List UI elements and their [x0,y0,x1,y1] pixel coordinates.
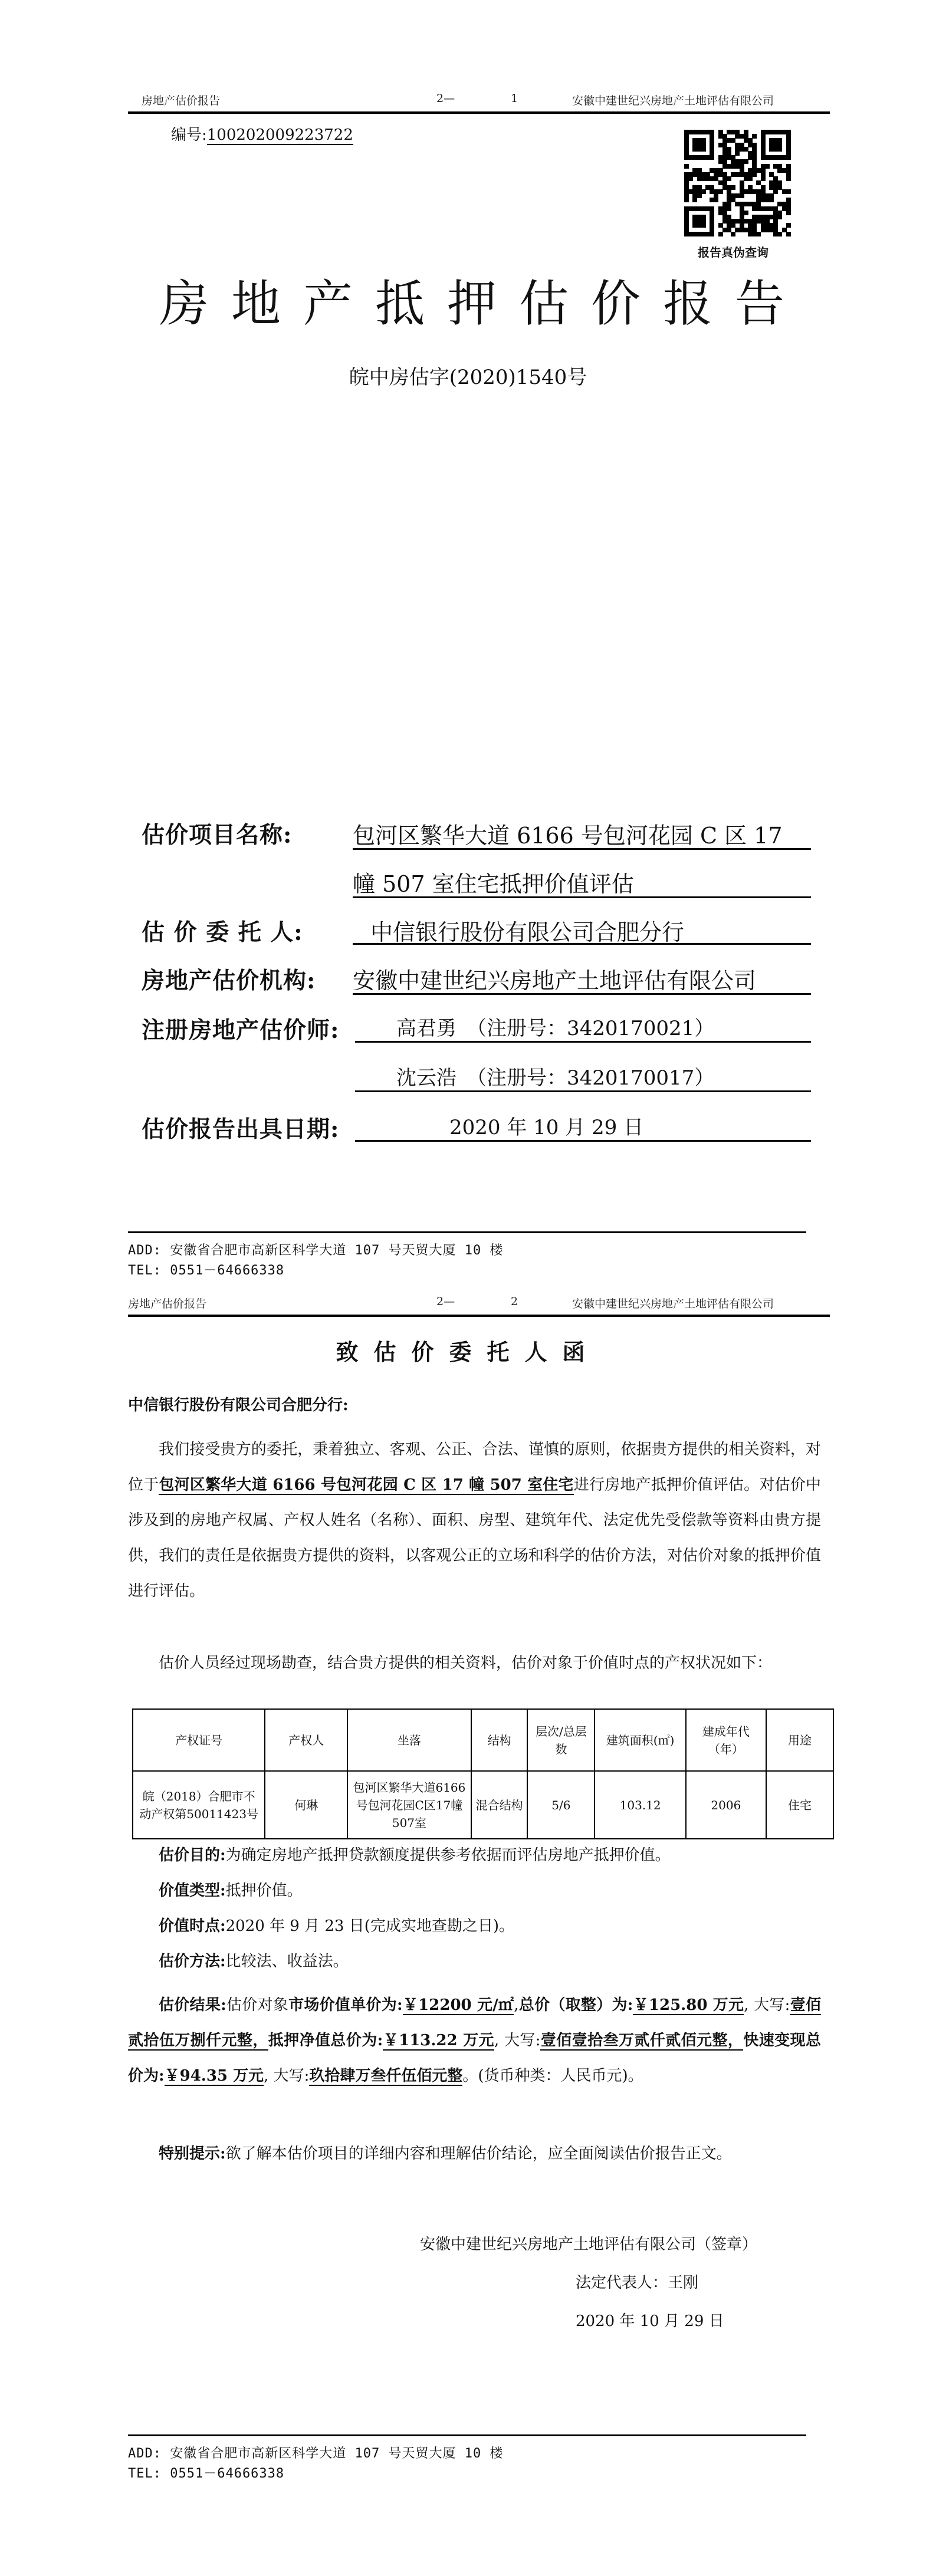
qr-module [718,232,723,236]
footer-rule [128,2434,806,2436]
net-price: ￥113.22 万元 [383,2032,494,2049]
project-name-label: 估价项目名称: [142,822,293,849]
header-page-prefix: 2— [436,92,455,105]
qr-module [786,189,791,194]
cell-year: 2006 [686,1771,766,1839]
result-text: 抵押净值总价为: [268,2032,383,2049]
method [159,1953,349,1970]
qr-module [744,211,748,215]
paragraph-1-rest: 进行房地产抵押价值评估。对估价中涉及到的房地产权属、产权人姓名（名称）、面积、房型、建筑年代、法定优先受偿款等资料由贵方提供，我们的责任是依据贵方提供的资料，以客观公正的立场和科学的估价方法，对估价对象的抵押价值进行评估。 [128,1476,821,1600]
report-date-value: 2020 年 10 月 29 日 [355,1111,811,1142]
value-type [159,1882,303,1899]
qr-module [740,193,744,198]
qr-module [786,232,791,236]
col-header: 用途 [766,1709,833,1771]
qr-module [718,189,723,194]
qr-code-icon[interactable] [684,130,790,236]
paragraph-1-intro: 我们接受贵方的委托，秉着独立、客观、公正、合法、谨慎的原则，依据贵方提供的相关资料，对位于 [128,1441,821,1494]
footer-telephone: TEL: 0551－64666338 [128,2466,285,2481]
col-header: 建筑面积(㎡) [595,1709,685,1771]
header-right: 安徽中建世纪兴房地产土地评估有限公司 [572,1297,774,1310]
qr-module [786,211,791,215]
agency-value: 安徽中建世纪兴房地产土地评估有限公司 [353,962,811,995]
report-title: 房地产抵押估价报告 [159,275,807,333]
value-date [159,1918,514,1934]
letter-title: 致估价委托人函 [336,1339,600,1365]
project-name-line1: 包河区繁华大道 6166 号包河花园 C 区 17 [353,817,811,850]
qr-module [761,176,766,181]
qr-module [773,189,778,194]
value-type-value: 抵押价值。 [225,1882,303,1900]
quick-sale-price-caps: 玖拾肆万叁仟伍佰元整 [309,2067,463,2085]
qr-module [756,232,761,236]
col-header: 结构 [471,1709,528,1771]
col-header: 坐落 [347,1709,471,1771]
header-page-number: 1 [511,92,518,105]
qr-module [777,232,782,236]
qr-module [692,198,697,202]
result-text: , 大写: [264,2067,310,2085]
property-address: 包河区繁华大道 6166 号包河花园 C 区 17 幢 507 室住宅 [159,1476,574,1494]
document-number: 皖中房估字(2020)1540号 [349,366,587,389]
footer-rule [128,1231,806,1233]
result-text: 快速变现总价为: [128,2032,821,2085]
paragraph-2: 估价人员经过现场勘查，结合贵方提供的相关资料，估价对象于价值时点的产权状况如下： [159,1654,773,1672]
appraiser-label: 注册房地产估价师: [142,1017,340,1044]
method-value: 比较法、收益法。 [225,1953,349,1970]
value-date-value: 2020 年 9 月 23 日(完成实地查勘之日)。 [225,1917,515,1935]
quick-sale-price: ￥94.35 万元 [164,2067,264,2085]
value-date-label: 价值时点: [159,1917,226,1935]
qr-module [727,206,731,211]
qr-module [777,215,782,219]
result-label: 估价结果: [159,1996,226,2014]
appraiser-2: 沈云浩 （注册号：3420170017） [355,1062,811,1092]
qr-module [684,198,689,202]
report-date-label: 估价报告出具日期: [142,1116,340,1143]
client-value: 中信银行股份有限公司合肥分行 [353,914,811,945]
qr-module [701,147,706,152]
qr-module [684,164,689,169]
total-price: ￥125.80 万元 [633,1996,744,2014]
result-text: 。(货币种类：人民币元)。 [462,2067,643,2085]
paragraph-1 [128,1432,821,1609]
appraiser-1: 高君勇 （注册号：3420170021） [355,1012,811,1043]
table-row [133,1771,833,1839]
value-type-label: 价值类型: [159,1882,226,1900]
cell-owner: 何琳 [265,1771,347,1839]
qr-module [786,176,791,181]
result-text: , 大写: [494,2032,541,2049]
signature-company: 安徽中建世纪兴房地产土地评估有限公司（签章） [420,2236,758,2253]
result-text: , [514,1996,519,2014]
qr-module [731,185,735,190]
header-rule [128,1315,830,1317]
special-notice [128,2136,821,2171]
header-right: 安徽中建世纪兴房地产土地评估有限公司 [572,94,774,107]
qr-module [727,176,731,181]
total-price-caps: 壹佰贰拾伍万捌仟元整， [128,1996,821,2049]
col-header: 产权人 [265,1709,347,1771]
cell-structure: 混合结构 [471,1771,528,1839]
col-header: 层次/总层数 [527,1709,595,1771]
qr-module [701,189,706,194]
cell-floor: 5/6 [527,1771,595,1839]
qr-module [786,155,791,160]
header-page-number: 2 [511,1295,518,1308]
qr-module [731,232,735,236]
qr-caption: 报告真伪查询 [698,245,768,259]
result-text: , 大写: [744,1996,790,2014]
header-left: 房地产估价报告 [142,94,221,107]
cell-certificate: 皖（2018）合肥市不动产权第50011423号 [133,1771,265,1839]
qr-module [748,176,753,181]
qr-module [735,151,740,156]
qr-module [769,198,774,202]
qr-module [697,193,702,198]
footer-telephone: TEL: 0551－64666338 [128,1263,285,1278]
cell-usage: 住宅 [766,1771,833,1839]
purpose-label: 估价目的: [159,1846,226,1864]
purpose [159,1847,671,1864]
qr-module [710,155,714,160]
qr-module [714,198,718,202]
qr-module [710,232,714,236]
project-name-line2: 幢 507 室住宅抵押价值评估 [353,866,811,898]
qr-module [765,164,770,169]
agency-label: 房地产估价机构: [142,967,316,994]
cell-area: 103.12 [595,1771,685,1839]
table-header-row [133,1709,833,1771]
col-header: 产权证号 [133,1709,265,1771]
method-label: 估价方法: [159,1953,226,1970]
qr-module [752,172,757,177]
qr-module [701,223,706,228]
notice-label: 特别提示: [159,2145,226,2163]
qr-module [744,159,748,164]
header-left: 房地产估价报告 [128,1297,207,1310]
notice-value: 欲了解本估价项目的详细内容和理解估价结论，应全面阅读估价报告正文。 [225,2145,732,2163]
unit-price: ￥12200 元/㎡ [402,1996,514,2014]
valuation-result [128,1987,821,2094]
footer-address: ADD: 安徽省合肥市高新区科学大道 107 号天贸大厦 10 楼 [128,1243,504,1258]
signature-date: 2020 年 10 月 29 日 [576,2312,724,2330]
result-text: 估价对象 [226,1996,289,2014]
purpose-value: 为确定房地产抵押贷款额度提供参考依据而评估房地产抵押价值。 [225,1846,671,1864]
legal-representative: 法定代表人：王刚 [576,2274,699,2292]
property-table [132,1708,834,1839]
qr-module [688,176,693,181]
client-label: 估 价 委 托 人: [142,919,303,946]
net-price-caps: 壹佰壹拾叁万贰仟贰佰元整， [540,2032,744,2049]
serial-number [171,123,353,144]
qr-module [786,223,791,228]
result-text: 总价（取整）为: [518,1996,633,2014]
col-header: 建成年代（年） [686,1709,766,1771]
salutation: 中信银行股份有限公司合肥分行: [128,1397,349,1414]
qr-module [777,147,782,152]
cell-location: 包河区繁华大道6166号包河花园C区17幢507室 [347,1771,471,1839]
qr-module [752,134,757,139]
serial-label: 编号: [171,126,207,144]
footer-address: ADD: 安徽省合肥市高新区科学大道 107 号天贸大厦 10 楼 [128,2446,504,2461]
result-text: 市场价值单价为: [288,1996,403,2014]
serial-value: 100202009223722 [206,126,353,144]
header-rule [128,111,830,114]
header-page-prefix: 2— [436,1295,455,1308]
